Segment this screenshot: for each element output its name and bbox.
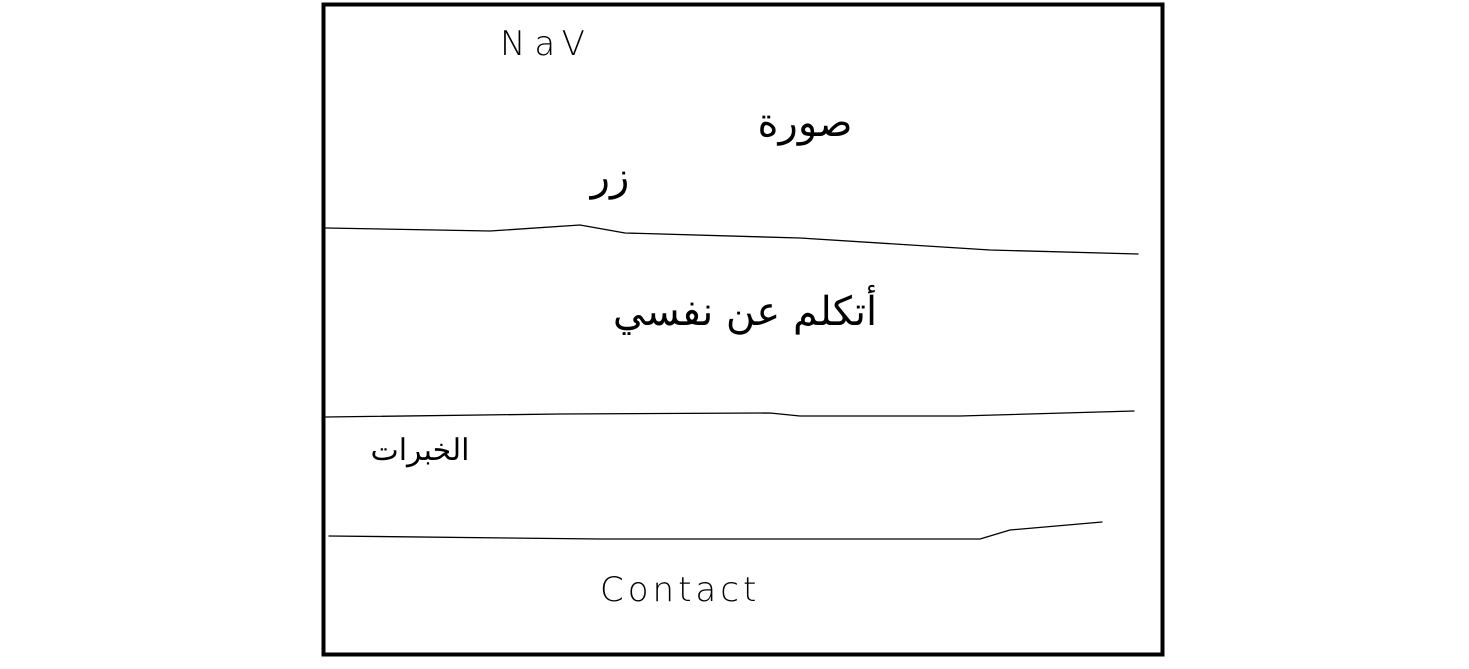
experience-section [370,433,469,468]
about-section [613,284,877,335]
button-placeholder-label: زر [590,154,630,200]
contact-title: Contact [600,570,761,610]
about-title: أتكلم عن نفسي [612,289,878,335]
contact-section [600,570,760,610]
experience-title: الخبرات [370,433,470,468]
nav-label: NaV [500,24,594,64]
image-placeholder-label: صورة [757,100,853,146]
